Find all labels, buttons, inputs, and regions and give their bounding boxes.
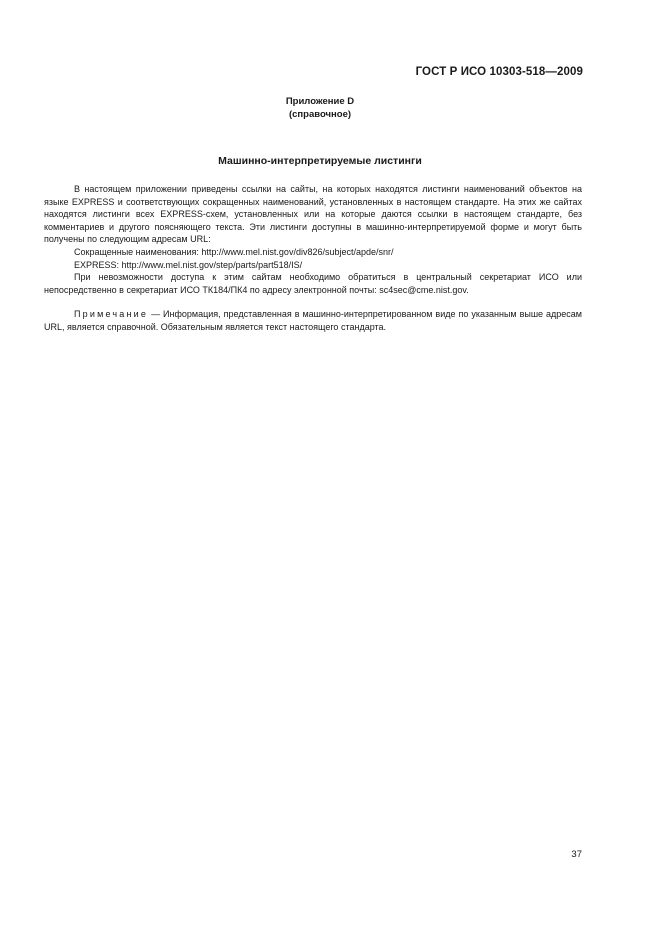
note-label: Примечание	[74, 309, 149, 320]
annex-heading	[0, 95, 640, 121]
section-title: Машинно-интерпретируемые листинги	[218, 155, 422, 167]
note-text: — Информация, представленная в машинно-интерпретированном виде по указанным выше адресам URL, является справочной. Обязательным является текст настоящего стандарта.	[44, 309, 582, 332]
note-paragraph	[44, 308, 582, 333]
annex-title: Приложение D	[285, 96, 355, 107]
document-header-code: ГОСТ Р ИСО 10303-518—2009	[415, 66, 583, 78]
page-number: 37	[571, 849, 582, 860]
express-url-line: EXPRESS: http://www.mel.nist.gov/step/parts/part518/IS/	[74, 259, 303, 270]
short-names-url-line: Сокращенные наименования: http://www.mel.nist.gov/div826/subject/apde/snr/	[74, 246, 394, 257]
intro-paragraph: В настоящем приложении приведены ссылки на сайты, на которых находятся листинги наименований объектов на языке EXPRESS и соответствующих сокращенных наименований, установленных в настоящем стандарте. На этих же сайтах находятся листинги всех EXPRESS-схем, установленных или на которые даются ссылки в настоящем стандарте, без комментариев и другого поясняющего текста. Эти листинги доступны в машинно-интерпретируемой форме и могут быть получены по следующим адресам URL:	[44, 184, 582, 245]
document-body	[44, 183, 582, 334]
contact-paragraph: При невозможности доступа к этим сайтам необходимо обратиться в центральный секретариат ИСО или непосредственно в секретариат ИСО ТК184/ПК4 по адресу электронной почты: sc4sec@cme.nist.gov.	[44, 272, 582, 295]
annex-type: (справочное)	[288, 109, 352, 120]
